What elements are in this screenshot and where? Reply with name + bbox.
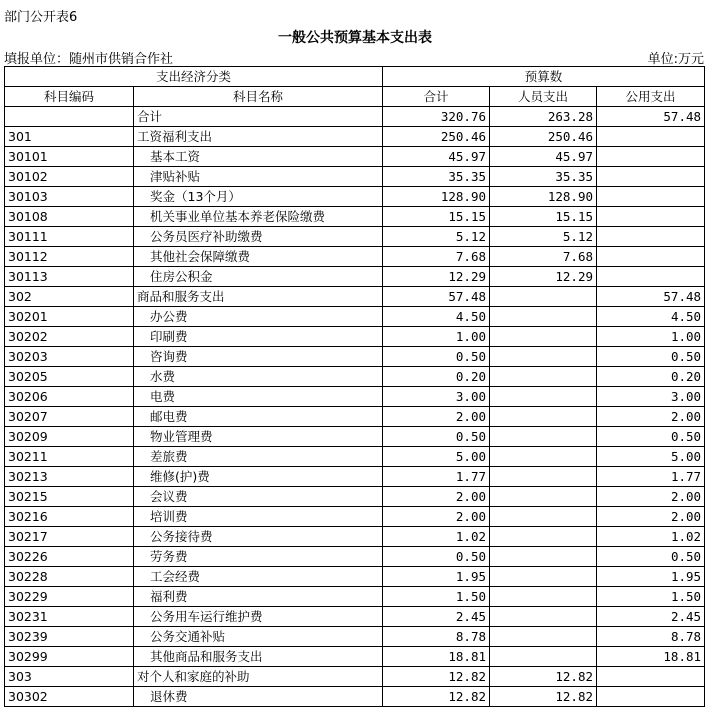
row-public: 1.02	[597, 527, 705, 547]
row-name: 津贴补贴	[134, 167, 383, 187]
row-total: 2.00	[383, 487, 490, 507]
row-code: 30209	[5, 427, 134, 447]
row-code: 30228	[5, 567, 134, 587]
row-total: 250.46	[383, 127, 490, 147]
table-row	[5, 327, 705, 347]
row-name: 电费	[134, 387, 383, 407]
row-total: 12.82	[383, 667, 490, 687]
row-name: 合计	[134, 107, 383, 127]
row-name: 公务用车运行维护费	[134, 607, 383, 627]
row-personnel	[490, 407, 597, 427]
table-row	[5, 307, 705, 327]
row-public	[597, 227, 705, 247]
document-title: 一般公共预算基本支出表	[278, 30, 432, 46]
row-name: 对个人和家庭的补助	[134, 667, 383, 687]
row-personnel	[490, 307, 597, 327]
table-row	[5, 587, 705, 607]
table-row	[5, 407, 705, 427]
row-code: 30215	[5, 487, 134, 507]
header-classification: 支出经济分类	[5, 67, 383, 87]
row-name: 公务交通补贴	[134, 627, 383, 647]
row-total: 1.50	[383, 587, 490, 607]
row-personnel: 12.82	[490, 687, 597, 707]
row-code: 30239	[5, 627, 134, 647]
row-public	[597, 127, 705, 147]
row-public: 0.20	[597, 367, 705, 387]
row-total: 5.12	[383, 227, 490, 247]
row-total: 18.81	[383, 647, 490, 667]
row-code: 30101	[5, 147, 134, 167]
table-row	[5, 647, 705, 667]
row-total: 3.00	[383, 387, 490, 407]
row-code: 30231	[5, 607, 134, 627]
currency-unit: 单位:万元	[647, 52, 704, 67]
row-personnel	[490, 347, 597, 367]
row-total: 1.77	[383, 467, 490, 487]
row-name: 机关事业单位基本养老保险缴费	[134, 207, 383, 227]
row-code: 30299	[5, 647, 134, 667]
table-row	[5, 227, 705, 247]
row-name: 邮电费	[134, 407, 383, 427]
row-name: 公务接待费	[134, 527, 383, 547]
row-code: 30226	[5, 547, 134, 567]
row-total: 0.50	[383, 347, 490, 367]
row-personnel	[490, 367, 597, 387]
table-row	[5, 527, 705, 547]
row-public: 1.50	[597, 587, 705, 607]
row-personnel: 263.28	[490, 107, 597, 127]
row-code: 30207	[5, 407, 134, 427]
row-name: 住房公积金	[134, 267, 383, 287]
row-personnel: 5.12	[490, 227, 597, 247]
row-personnel	[490, 507, 597, 527]
row-public	[597, 187, 705, 207]
row-public: 3.00	[597, 387, 705, 407]
row-total: 0.20	[383, 367, 490, 387]
row-public: 2.45	[597, 607, 705, 627]
row-public: 2.00	[597, 487, 705, 507]
row-code: 30202	[5, 327, 134, 347]
table-row	[5, 467, 705, 487]
row-total: 0.50	[383, 547, 490, 567]
row-personnel	[490, 647, 597, 667]
row-name: 其他社会保障缴费	[134, 247, 383, 267]
row-public: 4.50	[597, 307, 705, 327]
row-code: 30103	[5, 187, 134, 207]
row-total: 12.82	[383, 687, 490, 707]
row-total: 1.02	[383, 527, 490, 547]
row-personnel: 45.97	[490, 147, 597, 167]
header-row-sub	[5, 87, 705, 107]
row-code: 30201	[5, 307, 134, 327]
row-code: 30205	[5, 367, 134, 387]
row-name: 奖金（13个月）	[134, 187, 383, 207]
row-personnel	[490, 327, 597, 347]
row-public: 18.81	[597, 647, 705, 667]
reporting-unit: 填报单位：随州市供销合作社	[4, 52, 174, 67]
table-row	[5, 607, 705, 627]
row-name: 办公费	[134, 307, 383, 327]
row-total: 128.90	[383, 187, 490, 207]
row-personnel: 15.15	[490, 207, 597, 227]
row-name: 维修(护)费	[134, 467, 383, 487]
row-name: 工资福利支出	[134, 127, 383, 147]
row-total: 7.68	[383, 247, 490, 267]
table-row	[5, 167, 705, 187]
header-personnel: 人员支出	[490, 87, 597, 107]
row-total: 1.95	[383, 567, 490, 587]
row-personnel	[490, 567, 597, 587]
row-public: 0.50	[597, 347, 705, 367]
table-row	[5, 147, 705, 167]
table-row	[5, 287, 705, 307]
row-public	[597, 147, 705, 167]
row-total: 2.00	[383, 407, 490, 427]
row-personnel	[490, 547, 597, 567]
row-total: 320.76	[383, 107, 490, 127]
table-row	[5, 107, 705, 127]
row-total: 57.48	[383, 287, 490, 307]
row-code: 30113	[5, 267, 134, 287]
row-code: 30211	[5, 447, 134, 467]
row-public	[597, 207, 705, 227]
budget-table	[4, 66, 705, 707]
table-row	[5, 567, 705, 587]
table-row	[5, 387, 705, 407]
row-name: 基本工资	[134, 147, 383, 167]
row-code	[5, 107, 134, 127]
row-total: 2.45	[383, 607, 490, 627]
header-public: 公用支出	[597, 87, 705, 107]
table-row	[5, 187, 705, 207]
row-public: 5.00	[597, 447, 705, 467]
row-public	[597, 267, 705, 287]
table-row	[5, 367, 705, 387]
row-public: 2.00	[597, 407, 705, 427]
row-name: 差旅费	[134, 447, 383, 467]
table-row	[5, 667, 705, 687]
row-public: 8.78	[597, 627, 705, 647]
row-public: 0.50	[597, 427, 705, 447]
row-total: 0.50	[383, 427, 490, 447]
table-row	[5, 687, 705, 707]
row-name: 物业管理费	[134, 427, 383, 447]
row-code: 30216	[5, 507, 134, 527]
row-public: 0.50	[597, 547, 705, 567]
row-personnel: 128.90	[490, 187, 597, 207]
row-public	[597, 687, 705, 707]
row-personnel	[490, 607, 597, 627]
row-name: 会议费	[134, 487, 383, 507]
document-label: 部门公开表6	[4, 10, 78, 25]
row-total: 12.29	[383, 267, 490, 287]
row-name: 培训费	[134, 507, 383, 527]
table-row	[5, 547, 705, 567]
row-code: 30206	[5, 387, 134, 407]
row-total: 2.00	[383, 507, 490, 527]
table-row	[5, 627, 705, 647]
row-name: 退休费	[134, 687, 383, 707]
table-row	[5, 267, 705, 287]
row-personnel: 7.68	[490, 247, 597, 267]
table-row	[5, 447, 705, 467]
row-code: 30203	[5, 347, 134, 367]
header-budget: 预算数	[383, 67, 705, 87]
row-personnel	[490, 387, 597, 407]
table-row	[5, 207, 705, 227]
row-personnel	[490, 467, 597, 487]
table-row	[5, 347, 705, 367]
row-public	[597, 167, 705, 187]
row-public	[597, 247, 705, 267]
table-row	[5, 427, 705, 447]
row-name: 印刷费	[134, 327, 383, 347]
row-name: 其他商品和服务支出	[134, 647, 383, 667]
row-name: 咨询费	[134, 347, 383, 367]
row-personnel: 35.35	[490, 167, 597, 187]
row-name: 工会经费	[134, 567, 383, 587]
row-code: 30112	[5, 247, 134, 267]
row-name: 商品和服务支出	[134, 287, 383, 307]
row-total: 45.97	[383, 147, 490, 167]
row-personnel	[490, 487, 597, 507]
row-code: 303	[5, 667, 134, 687]
row-personnel: 12.82	[490, 667, 597, 687]
row-public: 57.48	[597, 287, 705, 307]
row-total: 15.15	[383, 207, 490, 227]
row-personnel	[490, 287, 597, 307]
header-row-top	[5, 67, 705, 87]
row-code: 30217	[5, 527, 134, 547]
table-row	[5, 247, 705, 267]
row-name: 水费	[134, 367, 383, 387]
row-total: 35.35	[383, 167, 490, 187]
row-name: 劳务费	[134, 547, 383, 567]
row-total: 4.50	[383, 307, 490, 327]
header-name: 科目名称	[134, 87, 383, 107]
row-personnel: 12.29	[490, 267, 597, 287]
row-code: 30302	[5, 687, 134, 707]
row-total: 5.00	[383, 447, 490, 467]
row-personnel	[490, 447, 597, 467]
row-name: 公务员医疗补助缴费	[134, 227, 383, 247]
row-total: 1.00	[383, 327, 490, 347]
row-personnel	[490, 527, 597, 547]
table-row	[5, 127, 705, 147]
row-code: 301	[5, 127, 134, 147]
row-public: 1.77	[597, 467, 705, 487]
row-code: 30102	[5, 167, 134, 187]
row-name: 福利费	[134, 587, 383, 607]
row-total: 8.78	[383, 627, 490, 647]
row-public: 2.00	[597, 507, 705, 527]
row-code: 302	[5, 287, 134, 307]
row-public: 57.48	[597, 107, 705, 127]
row-code: 30111	[5, 227, 134, 247]
row-code: 30213	[5, 467, 134, 487]
row-personnel	[490, 627, 597, 647]
table-row	[5, 507, 705, 527]
row-personnel	[490, 427, 597, 447]
row-personnel	[490, 587, 597, 607]
row-public: 1.00	[597, 327, 705, 347]
table-row	[5, 487, 705, 507]
header-code: 科目编码	[5, 87, 134, 107]
row-code: 30108	[5, 207, 134, 227]
row-public	[597, 667, 705, 687]
header-total: 合计	[383, 87, 490, 107]
row-personnel: 250.46	[490, 127, 597, 147]
row-code: 30229	[5, 587, 134, 607]
row-public: 1.95	[597, 567, 705, 587]
